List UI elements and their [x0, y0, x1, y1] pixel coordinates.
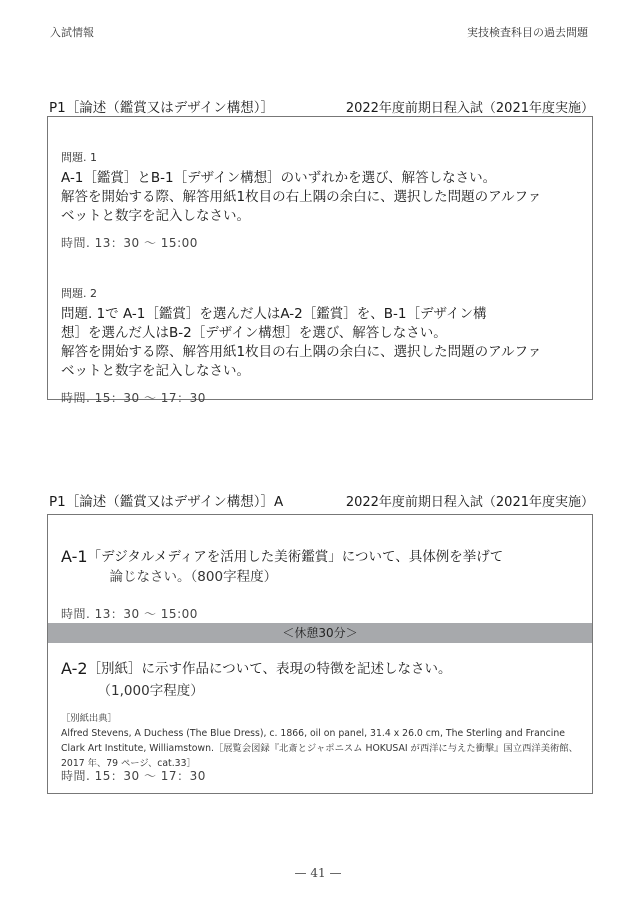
section2-heading [49, 490, 594, 510]
item-a2-text [88, 659, 452, 701]
question-2-text [61, 305, 576, 381]
image-credit [61, 711, 578, 771]
question-2-time: 時間. 15：30 ～ 17：30 [61, 391, 206, 405]
section2-title: P1［論述（鑑賞又はデザイン構想）］A [49, 494, 284, 510]
question-1-line: 解答を開始する際、解答用紙1枚目の右上隅の余白に、選択した問題のアルファ [61, 189, 542, 205]
image-credit-line: 2017 年、79 ページ、cat.33］ [61, 758, 196, 769]
section1-heading [49, 96, 594, 116]
section1-title: P1［論述（鑑賞又はデザイン構想）］ [49, 100, 275, 116]
section1-exam: 2022年度前期日程入試（2021年度実施） [345, 101, 594, 116]
item-a1-time: 時間. 13：30 ～ 15:00 [61, 607, 198, 621]
question-1-text [61, 169, 576, 226]
question-2 [61, 285, 576, 406]
question-2-line: 解答を開始する際、解答用紙1枚目の右上隅の余白に、選択した問題のアルファ [61, 344, 542, 360]
image-credit-line: Clark Art Institute, Williamstown.［展覧会図録『北斎とジャポニスム HOKUSAI が西洋に与えた衝撃』国立西洋美術館、 [61, 743, 578, 754]
item-a2-number: A-2 [61, 659, 88, 678]
question-1-line: A-1［鑑賞］とB-1［デザイン構想］のいずれかを選び、解答しなさい。 [61, 170, 497, 186]
item-a2-sub: （1,000字程度） [97, 683, 204, 699]
item-a1-sub: 論じなさい。（800字程度） [109, 569, 278, 585]
page-number: — 41 — [294, 866, 342, 880]
image-credit-label: ［別紙出典］ [61, 713, 117, 724]
item-a1 [61, 547, 578, 587]
section1-box [47, 116, 593, 405]
question-2-label: 問題. 2 [61, 287, 97, 300]
question-1 [61, 149, 576, 251]
question-2-line: ベットと数字を記入しなさい。 [61, 363, 250, 379]
header-left: 入試情報 [50, 26, 94, 39]
question-1-line: ベットと数字を記入しなさい。 [61, 208, 250, 224]
item-a2 [61, 659, 578, 701]
item-a2-time: 時間. 15：30 ～ 17：30 [61, 769, 206, 783]
image-credit-line: Alfred Stevens, A Duchess (The Blue Dress), c. 1866, oil on panel, 31.4 x 26.0 cm, The Sterling and Francine [61, 728, 565, 739]
break-bar: ＜休憩30分＞ [48, 623, 592, 643]
question-2-line: 想］を選んだ人はB-2［デザイン構想］を選び、解答しなさい。 [61, 325, 447, 341]
section2-exam: 2022年度前期日程入試（2021年度実施） [345, 495, 594, 510]
question-1-label: 問題. 1 [61, 151, 97, 164]
section2-box [47, 514, 593, 794]
item-a2-line: ［別紙］に示す作品について、表現の特徴を記述しなさい。 [87, 661, 452, 677]
question-2-line: 問題. 1で A-1［鑑賞］を選んだ人はA-2［鑑賞］を、B-1［デザイン構 [61, 306, 487, 322]
header-right: 実技検査科目の過去問題 [467, 26, 588, 39]
item-a1-line: 「デジタルメディアを活用した美術鑑賞」について、具体例を挙げて [87, 549, 504, 565]
item-a1-number: A-1 [61, 547, 88, 566]
question-1-time: 時間. 13：30 ～ 15:00 [61, 236, 198, 250]
item-a1-text [88, 547, 504, 587]
